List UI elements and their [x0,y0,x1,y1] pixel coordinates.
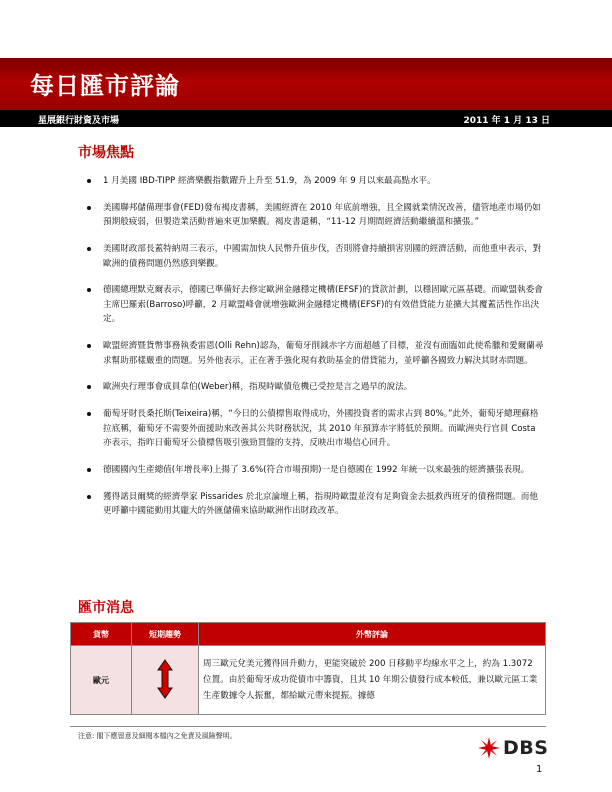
market-focus-list [84,174,544,531]
header-banner [0,58,612,110]
list-item: 德國國內生產總值(年增長率)上揚了 3.6%(符合市場預期)一是自德國在 1992 年統一以來最強的經濟擴張表現。 [84,463,544,478]
comment-cell: 周三歐元兌美元獲得回升動力，更能突破於 200 日移動平均線水平之上，約為 1.3072 位置。由於葡萄牙成功從債市中籌資，且其 10 年期公債發行成本較低，兼以歐元區工業生產數據令人振奮，都給歐元帶來提振。據德 [199,646,546,715]
table-header-row [71,623,546,646]
market-focus-heading: 市場焦點 [78,145,134,161]
fx-news-heading: 匯市消息 [78,600,134,616]
list-item: 美國財政部長蓋特納周三表示，中國需加快人民幣升值步伐，否則將會持續損害別國的經濟活動，而他重申表示，對歐洲的債務問題仍然感到樂觀。 [84,242,544,271]
currency-cell: 歐元 [71,646,132,715]
dbs-star-icon [478,737,500,759]
list-item: 美國聯邦儲備理事會(FED)發布褐皮書稱，美國經濟在 2010 年底前增強，且全國就業情況改善，儘管地產市場仍如預期般疲弱，但製造業活動普遍來更加樂觀。褐皮書還稱，“11-12 月期間經濟活動繼續溫和擴張。” [84,201,544,230]
report-date: 2011 年 1 月 13 日 [463,116,550,126]
list-item: 1 月美國 IBD-TIPP 經濟樂觀指數躍升上升至 51.9，為 2009 年 9 月以來最高點水平。 [84,174,544,189]
organization-name: 星展銀行財資及市場 [38,116,120,126]
list-item: 歐洲央行理事會成員韋伯(Weber)稱，指現時歐債危機已受控是言之過早的說法。 [84,380,544,395]
list-item: 德國總理默克爾表示，德國已準備好去修定歐洲金融穩定機構(EFSF)的貸款計劃，以穩固歐元區基礎。而歐盟執委會主席巴羅索(Barroso)呼籲，2 月歐盟峰會就增強歐洲金融穩定機構(EFSF)的有效借貸能力並擴大其覆蓋活性作出決定。 [84,283,544,327]
list-item: 葡萄牙財長桑托斯(Teixeira)稱，“今日的公債標售取得成功，外國投資者的需求占到 80%。”此外，葡萄牙總理蘇格拉底稱，葡萄牙不需要外面援助來改善其公共財務狀況，其 2010 年預算赤字將低於預期。而歐洲央行官員 Costa 亦表示，指昨日葡萄牙公債標售吸引強勁買盤的支持，反映出市場信心回升。 [84,407,544,451]
list-item: 獲得諾貝爾獎的經濟學家 Pissarides 於北京論壇上稱，指現時歐盟並沒有足夠資金去抵救西班牙的債務問題。而他更呼籲中國能動用其龐大的外匯儲備來協助歐洲作出財政改革。 [84,490,544,519]
column-header-short-term-trend: 短期趨勢 [132,623,199,646]
dbs-logo [478,737,548,759]
up-down-arrow-icon [157,659,173,699]
report-title: 每日匯市評論 [30,72,180,100]
footer-divider [70,726,546,727]
trend-cell [132,646,199,715]
disclaimer-note: 注意: 閣下應留意及細閱本檔內之免責及風險聲明。 [78,732,237,740]
table-row [71,646,546,715]
column-header-currency: 貨幣 [71,623,132,646]
list-item: 歐盟經濟暨貨幣事務執委雷恩(Olli Rehn)認為，葡萄牙削減赤字方面超越了目標，並沒有面臨如此使希臘和愛爾蘭尋求幫助那樣嚴重的問題。另外他表示，正在著手強化現有救助基金的借貸能力，並呼籲各國致力解決其財赤問題。 [84,339,544,368]
header-subbar [0,110,612,127]
fx-commentary-table [70,622,546,715]
column-header-fx-comment: 外幣評論 [199,623,546,646]
page-number: 1 [536,764,543,775]
logo-text: DBS [503,737,549,759]
